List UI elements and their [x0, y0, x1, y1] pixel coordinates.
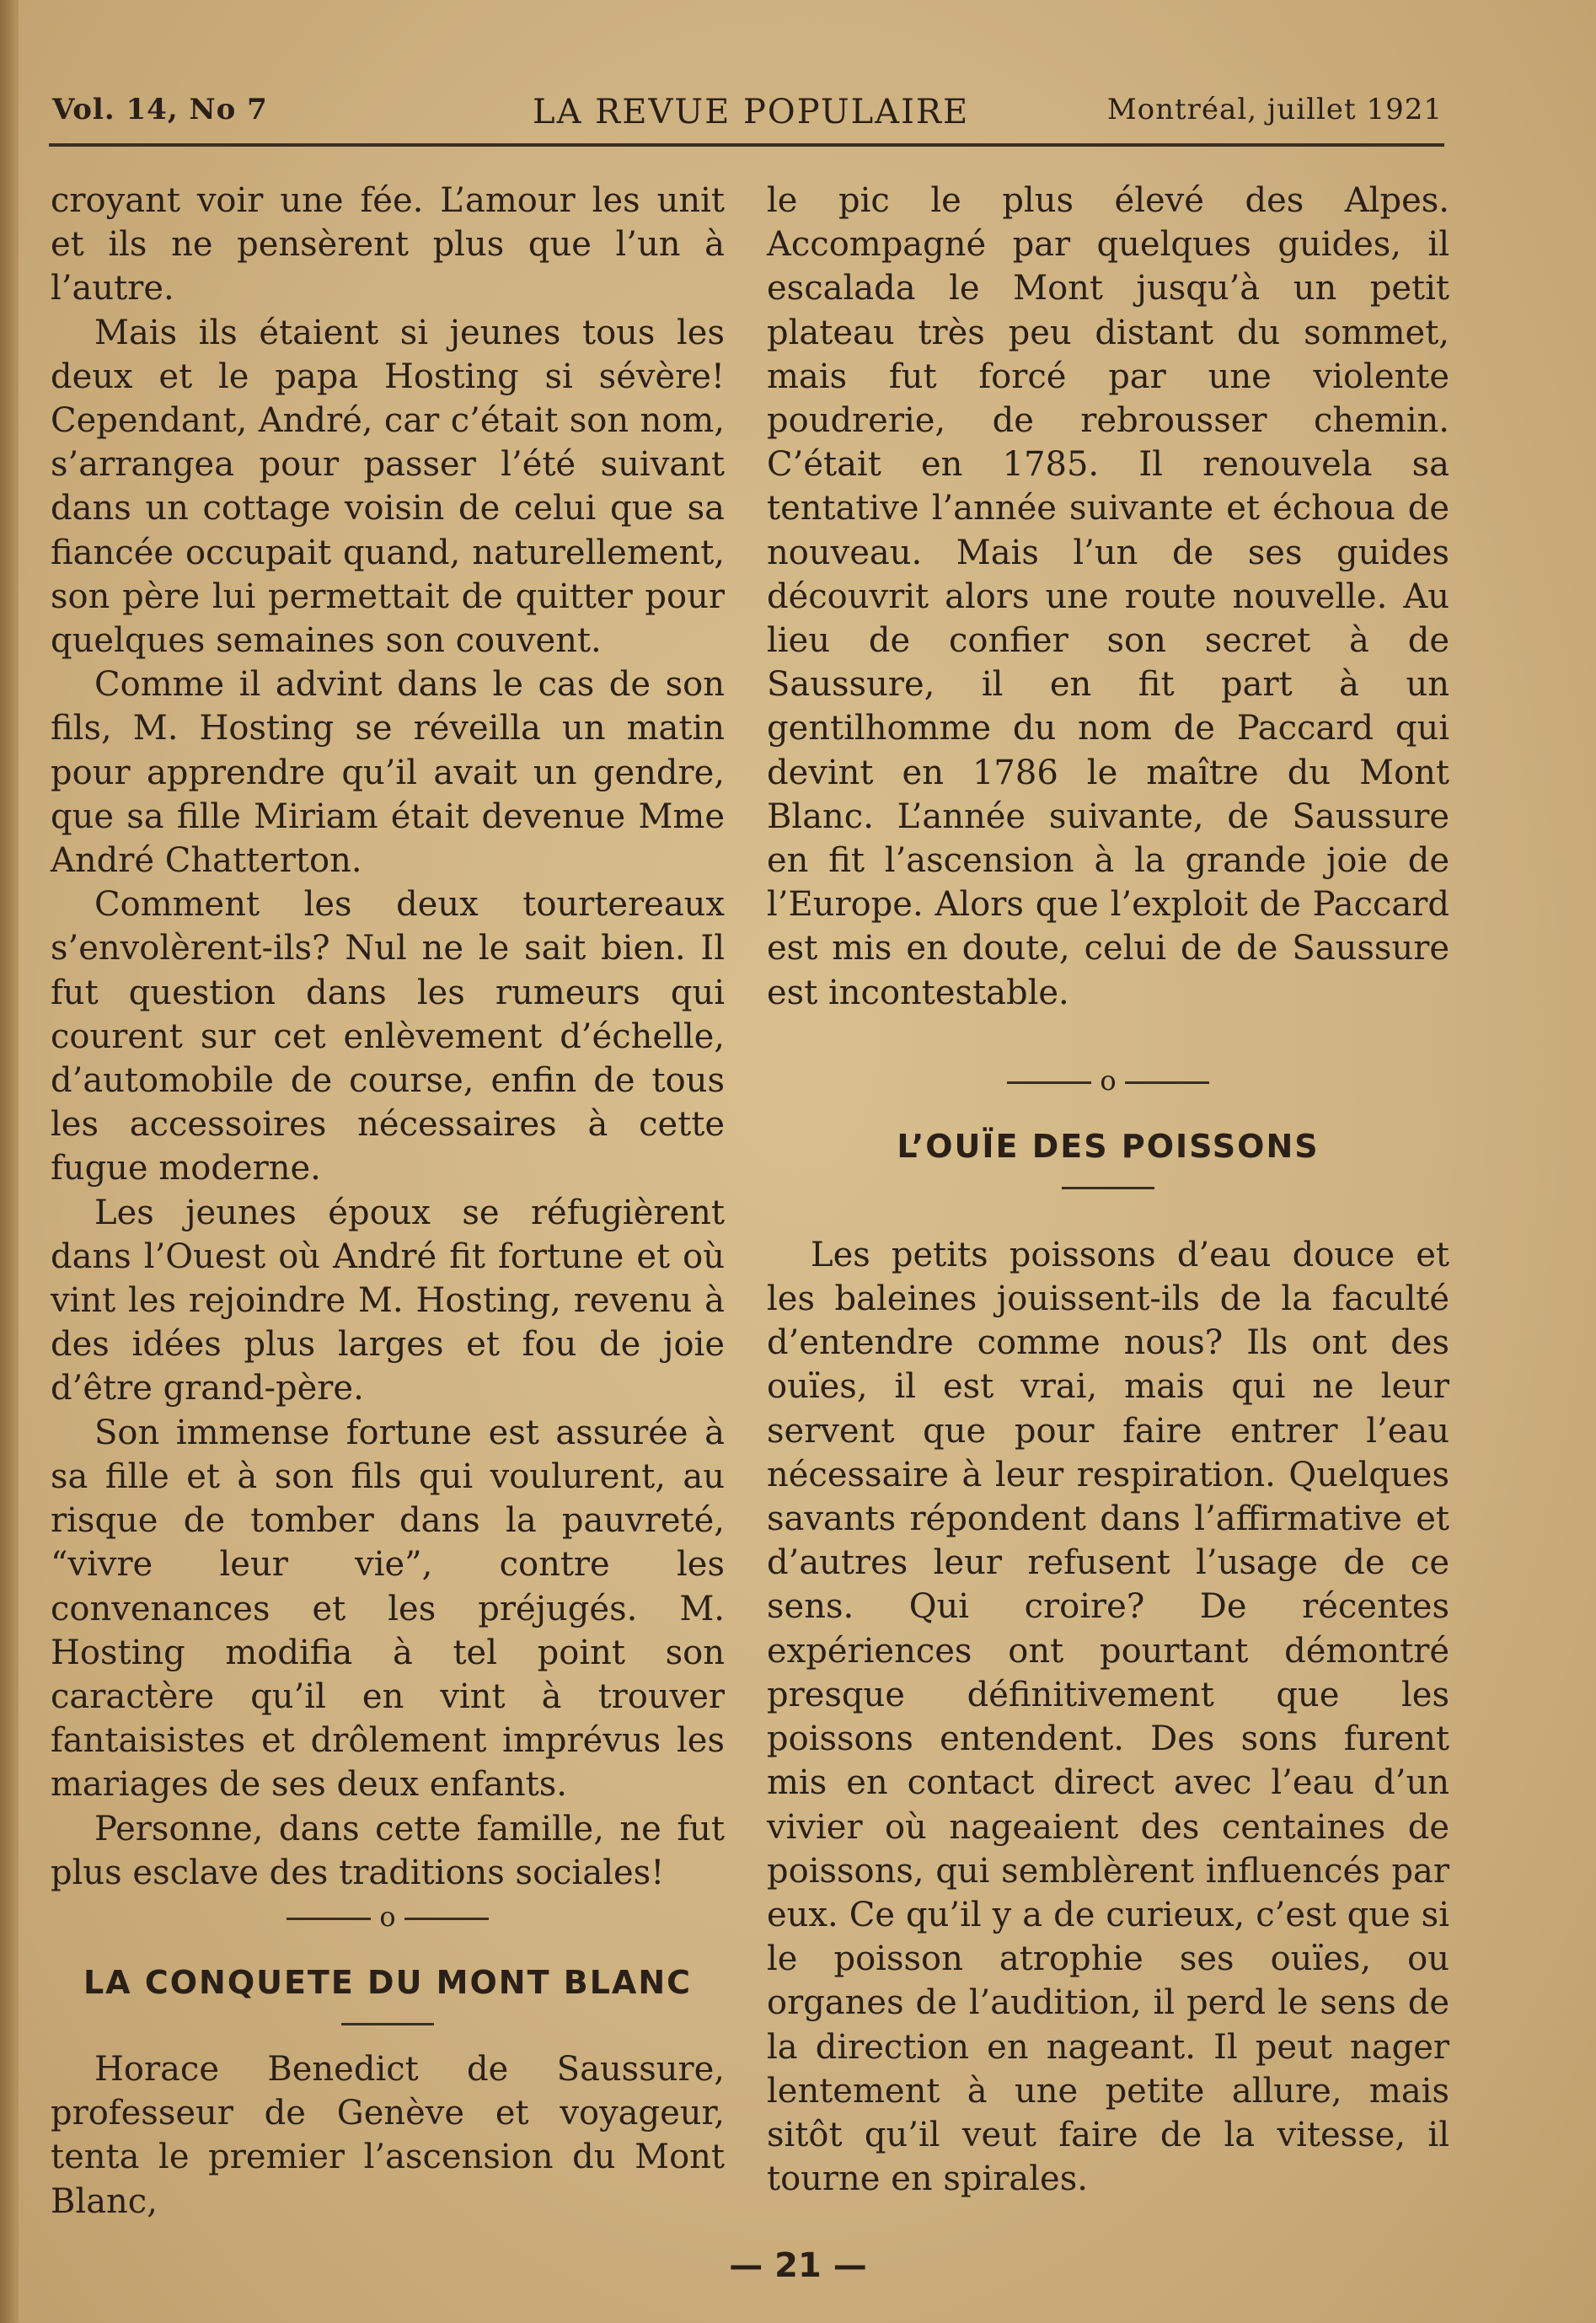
paragraph: Mais ils étaient si jeunes tous les deux et le papa Hosting si sévère! Cependant, André, car c’était son nom, s’arrangea pour passer l’été suivant dans un cottage voisin de celui que sa fiancée occupait quand, naturellement, son père lui permettait de quitter pour quelques semaines son couvent. — [51, 313, 725, 661]
separator-mark: o — [1100, 1064, 1117, 1097]
section-separator — [51, 1895, 725, 1939]
right-column — [767, 179, 1449, 2201]
section-title: LA CONQUETE DU MONT BLANC — [83, 1963, 693, 2001]
paragraph: Personne, dans cette famille, ne fut plus esclave des traditions sociales! — [51, 1809, 725, 1892]
paragraph: le pic le plus élevé des Alpes. Accompagné par quelques guides, il escalada le Mont jusqu’à un petit plateau très peu distant du sommet, mais fut forcé par une violente poudrerie, de rebrousser chemin. C’était en 1785. Il renouvela sa tentative l’année suivante et échoua de nouveau. Mais l’un de ses guides découvrit alors une route nouvelle. Au lieu de confier son secret à de Saussure, il en fit part à un gentilhomme du nom de Paccard qui devint en 1786 le maître du Mont Blanc. L’année suivante, de Saussure en fit l’ascension à la grande joie de l’Europe. Alors que l’exploit de Paccard est mis en doute, celui de de Saussure est incontestable. — [767, 181, 1449, 1012]
separator-mark: o — [379, 1900, 396, 1933]
paragraph: Son immense fortune est assurée à sa fille et à son fils qui voulurent, au risque de tomber dans la pauvreté, “vivre leur vie”, contre les convenances et les préjugés. M. Hosting modifia à tel point son caractère qu’il en vint à trouver fantaisistes et drôlement imprévus les mariages de ses deux enfants. — [51, 1413, 725, 1805]
separator-line — [287, 1918, 371, 1920]
left-column — [51, 179, 725, 2224]
paragraph: Comment les deux tourtereaux s’envolèrent-ils? Nul ne le sait bien. Il fut question dans les rumeurs qui courent sur cet enlèvement d’échelle, d’automobile de course, enfin de tous les accessoires nécessaires à cette fugue moderne. — [51, 885, 725, 1188]
volume-number: Vol. 14, No 7 — [52, 93, 268, 126]
separator-line — [1007, 1081, 1091, 1084]
page-header — [52, 93, 1443, 135]
paragraph: Les jeunes époux se réfugièrent dans l’Ouest où André fit fortune et où vint les rejoindre M. Hosting, revenu à des idées plus larges et fou de joie d’être grand-père. — [51, 1193, 725, 1408]
title-rule — [1062, 1187, 1154, 1189]
separator-line — [404, 1918, 489, 1920]
page-number: — 21 — — [729, 2246, 867, 2285]
title-rule — [341, 2023, 434, 2025]
paragraph: Les petits poissons d’eau douce et les baleines jouissent-ils de la faculté d’entendre comme nous? Ils ont des ouïes, il est vrai, mais qui ne leur servent que pour faire entrer l’eau nécessaire à leur respiration. Quelques savants répondent dans l’affirmative et d’autres leur refusent l’usage de ce sens. Qui croire? De récentes expériences ont pourtant démontré presque définitivement que les poissons entendent. Des sons furent mis en contact direct avec l’eau d’un vivier où nageaient des centaines de poissons, qui semblèrent influencés par eux. Ce qu’il y a de curieux, c’est que si le poisson atrophie ses ouïes, ou organes de l’audition, il perd le sens de la direction en nageant. Il peut nager lentement à une petite allure, mais sitôt qu’il veut faire de la vitesse, il tourne en spirales. — [767, 1235, 1449, 2199]
paragraph: croyant voir une fée. L’amour les unit et ils ne pensèrent plus que l’un à l’autre. — [51, 181, 725, 308]
section-separator — [767, 1059, 1449, 1102]
publication-title: LA REVUE POPULAIRE — [533, 93, 970, 131]
page-edge — [0, 0, 19, 2323]
section-title: L’OUÏE DES POISSONS — [897, 1127, 1320, 1165]
paragraph: Horace Benedict de Saussure, professeur de Genève et voyageur, tenta le premier l’ascension du Mont Blanc, — [51, 2049, 725, 2221]
paragraph: Comme il advint dans le cas de son fils, M. Hosting se réveilla un matin pour apprendre qu’il avait un gendre, que sa fille Miriam était devenue Mme André Chatterton. — [51, 665, 725, 881]
header-rule — [49, 143, 1444, 147]
separator-line — [1125, 1081, 1209, 1084]
place-date: Montréal, juillet 1921 — [1106, 93, 1443, 126]
